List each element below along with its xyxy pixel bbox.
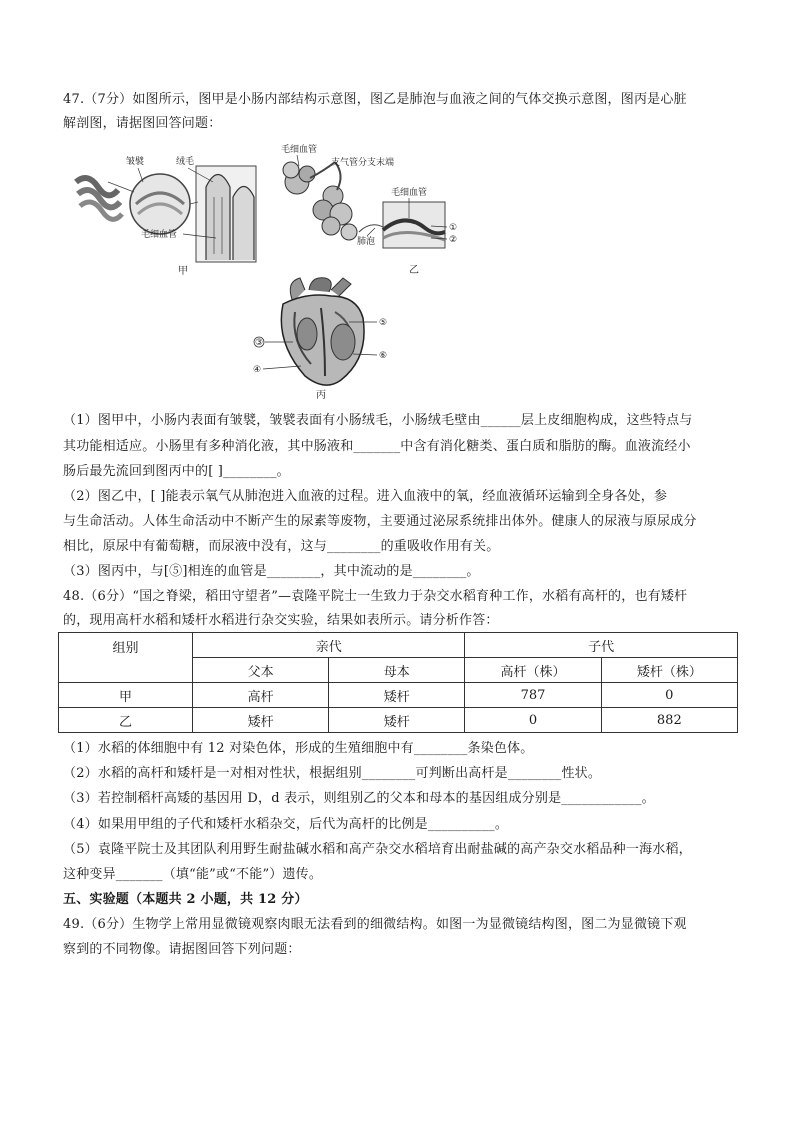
cell-father: 高杆: [193, 683, 329, 708]
label-villi: 绒毛: [176, 157, 195, 167]
q47-sub2-line1: （2）图乙中，[ ]能表示氧气从肺泡进入血液的过程。进入血液中的氧，经血液循环运输到全身各处，参: [63, 489, 668, 504]
label-heart-5: ⑤: [379, 318, 388, 328]
alveoli-drawing: [283, 162, 445, 248]
table-row: [59, 683, 738, 708]
label-capillary-yi-right: 毛细血管: [391, 188, 428, 198]
q47-sub3: （3）图丙中，与[⑤]相连的血管是________，其中流动的是________。: [63, 564, 480, 579]
q48-sub5-line1: （5）袁隆平院士及其团队利用野生耐盐碱水稻和高产杂交水稻培育出耐盐碱的高产杂交水稻品种一海水稻，: [63, 842, 692, 857]
figure-small-intestine: [68, 142, 263, 277]
q48-sub3: （3）若控制稻杆高矮的基因用 D，d 表示，则组别乙的父本和母本的基因组成分别是____________。: [63, 791, 655, 806]
label-capillary-jia: 毛细血管: [141, 230, 178, 240]
intestine-folds-drawing: [76, 166, 256, 262]
header-mother: 母本: [329, 658, 465, 683]
q47-line1: 47.（7分）如图所示，图甲是小肠内部结构示意图，图乙是肺泡与血液之间的气体交换示意图，图丙是心脏: [63, 92, 687, 107]
cell-tall: 0: [465, 708, 601, 733]
figure-alveoli: [275, 140, 475, 280]
q48-line2: 的，现用高杆水稻和矮杆水稻进行杂交实验，结果如表所示。请分析作答：: [63, 613, 499, 628]
heart-drawing: [281, 278, 364, 385]
label-heart-3: ③: [255, 338, 264, 348]
label-process-2: ②: [449, 235, 458, 245]
q48-sub5-line2: 这种变异_______（填“能”或“不能”）遗传。: [63, 867, 323, 882]
label-process-1: ①: [449, 223, 458, 233]
header-offspring: 子代: [465, 633, 738, 658]
q49-line2: 察到的不同物像。请据图回答下列问题：: [63, 942, 301, 957]
cell-short: 882: [601, 708, 737, 733]
header-tall: 高杆（株）: [465, 658, 601, 683]
label-alveolus: 肺泡: [357, 237, 376, 247]
table-header-row-1: [59, 633, 738, 658]
header-parent: 亲代: [193, 633, 465, 658]
section-five-heading: 五、实验题（本题共 2 小题，共 12 分）: [63, 892, 308, 907]
q47-line2: 解剖图，请据图回答问题：: [63, 116, 222, 131]
label-heart-6: ⑥: [379, 351, 388, 361]
cell-father: 矮杆: [193, 708, 329, 733]
header-father: 父本: [193, 658, 329, 683]
q48-sub2: （2）水稻的高杆和矮杆是一对相对性状，根据组别________可判断出高杆是________性状。: [63, 766, 602, 781]
q48-sub1: （1）水稻的体细胞中有 12 对染色体，形成的生殖细胞中有________条染色体。: [63, 741, 534, 756]
caption-jia: 甲: [178, 266, 188, 277]
q47-sub1-line3: 肠后最先流回到图丙中的[ ]________。: [63, 464, 290, 479]
cell-mother: 矮杆: [329, 683, 465, 708]
label-heart-4: ④: [253, 365, 262, 375]
q48-sub4: （4）如果用甲组的子代和矮杆水稻杂交，后代为高杆的比例是__________。: [63, 817, 509, 832]
label-bronchiole: 支气管分支末端: [331, 158, 395, 168]
table-row: [59, 708, 738, 733]
q48-line1: 48.（6分）“国之脊梁，稻田守望者”—袁隆平院士一生致力于杂交水稻育种工作，水稻有高杆的，也有矮杆: [63, 589, 688, 604]
q47-sub2-line2: 与生命活动。人体生命活动中不断产生的尿素等废物，主要通过泌尿系统排出体外。健康人的尿液与原尿成分: [63, 514, 697, 529]
cell-group: 乙: [59, 708, 193, 733]
cross-result-table: [58, 632, 738, 733]
q47-sub2-line3: 相比，原尿中有葡萄糖，而尿液中没有，这与________的重吸收作用有关。: [63, 539, 500, 554]
cell-tall: 787: [465, 683, 601, 708]
header-group: 组别: [59, 633, 193, 683]
cell-group: 甲: [59, 683, 193, 708]
q49-line1: 49.（6分）生物学上常用显微镜观察肉眼无法看到的细微结构。如图一为显微镜结构图，图二为显微镜下观: [63, 917, 687, 932]
label-capillary-yi-top: 毛细血管: [281, 145, 318, 155]
label-folds: 皱襞: [126, 157, 145, 167]
header-short: 矮杆（株）: [601, 658, 737, 683]
q47-sub1-line2: 其功能相适应。小肠里有多种消化液，其中肠液和_______中含有消化糖类、蛋白质和脂肪的酶。血液流经小: [63, 439, 691, 454]
figure-heart: [245, 272, 405, 402]
cell-short: 0: [601, 683, 737, 708]
caption-bing: 丙: [316, 390, 326, 401]
cell-mother: 矮杆: [329, 708, 465, 733]
caption-yi: 乙: [409, 265, 419, 276]
q47-sub1-line1: （1）图甲中，小肠内表面有皱襞，皱襞表面有小肠绒毛，小肠绒毛壁由______层上皮细胞构成，这些特点与: [63, 413, 693, 428]
